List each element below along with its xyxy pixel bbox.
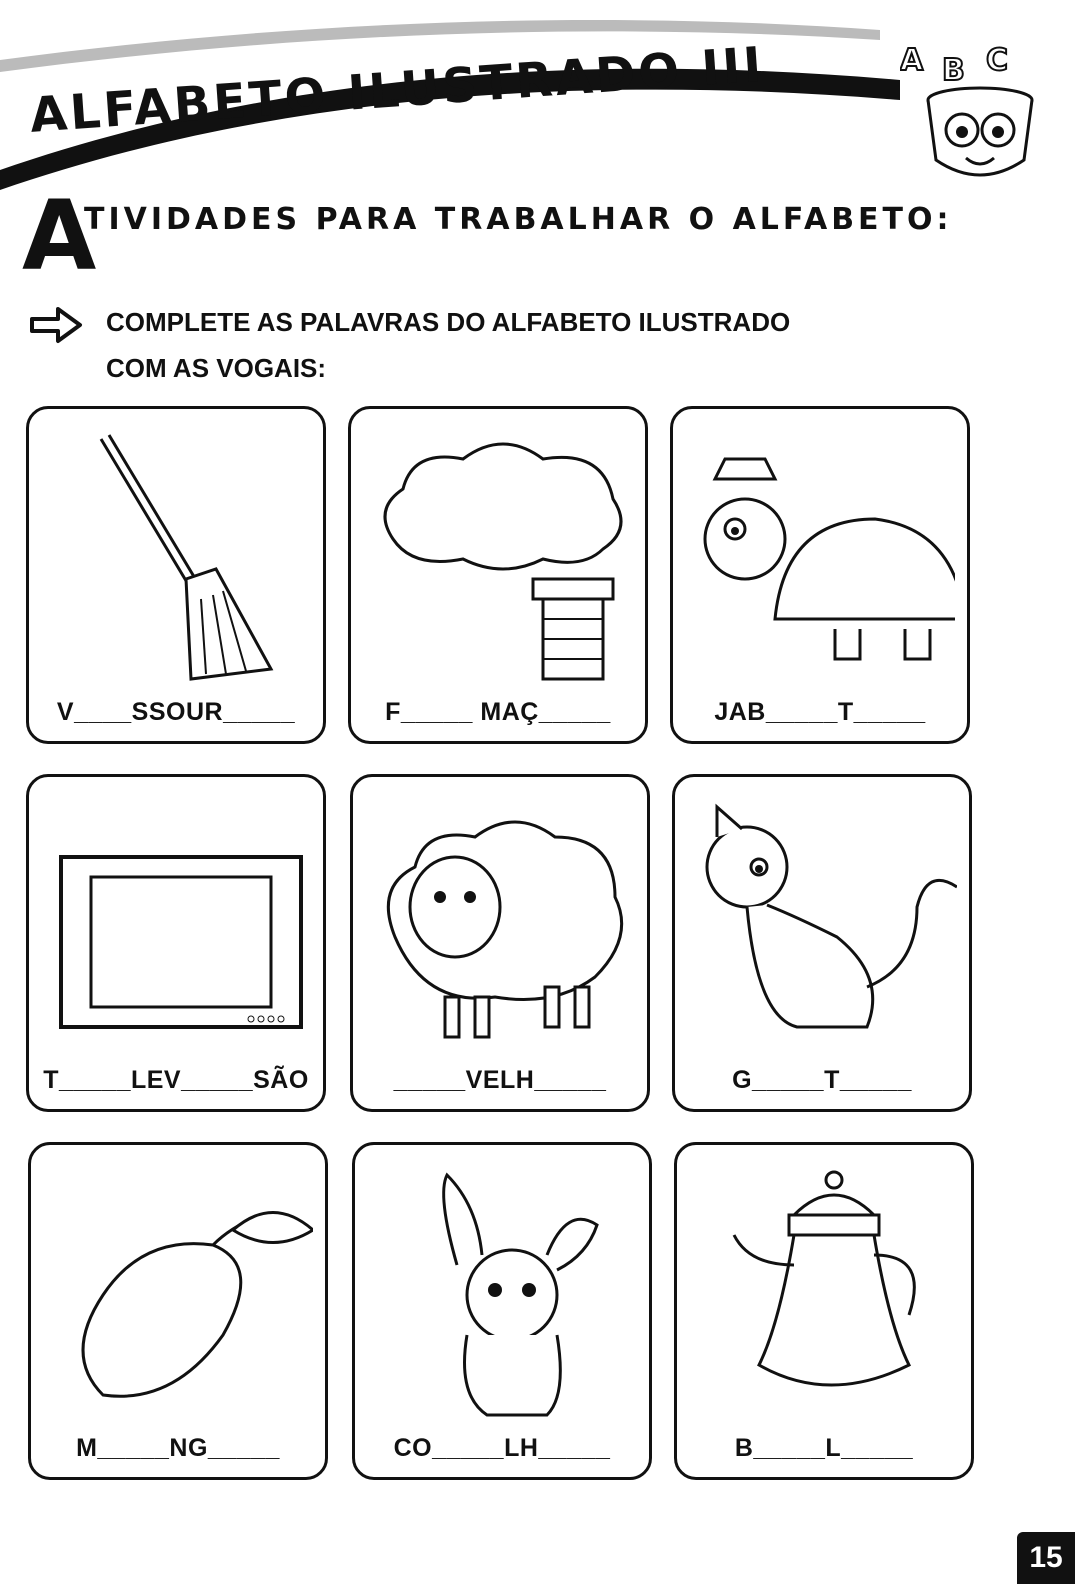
tv-icon xyxy=(41,787,311,1057)
svg-text:C: C xyxy=(986,43,1009,78)
card-turtle xyxy=(670,406,970,744)
big-letter: A xyxy=(22,180,97,292)
word-blank: _____VELH_____ xyxy=(393,1066,607,1094)
page-title: ALFABETO ILUSTRADO III xyxy=(28,36,766,144)
word-blank: V____SSOUR_____ xyxy=(56,698,296,726)
card-sheep xyxy=(350,774,650,1112)
rabbit-icon xyxy=(367,1155,637,1425)
word-blank: M_____NG_____ xyxy=(76,1434,280,1462)
turtle-icon xyxy=(685,419,955,689)
card-rabbit xyxy=(352,1142,652,1480)
sheep-icon xyxy=(365,787,635,1057)
word-blank: G_____T_____ xyxy=(732,1066,912,1094)
card-broom xyxy=(26,406,326,744)
instruction-line-2: COM AS VOGAIS: xyxy=(106,353,327,383)
page-number: 15 xyxy=(1017,1532,1075,1584)
svg-text:A: A xyxy=(900,43,924,78)
word-blank: CO_____LH_____ xyxy=(393,1434,611,1462)
word-blank: B_____L_____ xyxy=(734,1434,914,1462)
card-mango xyxy=(28,1142,328,1480)
word-blank: F_____ MAÇ_____ xyxy=(385,698,611,726)
cloud-chimney-icon xyxy=(363,419,633,689)
broom-icon xyxy=(41,419,311,689)
card-teapot xyxy=(674,1142,974,1480)
card-tv xyxy=(26,774,326,1112)
card-cloud-chimney xyxy=(348,406,648,744)
card-cat xyxy=(672,774,972,1112)
mascot-icon xyxy=(900,40,1050,190)
subtitle: TIVIDADES PARA TRABALHAR O ALFABETO: xyxy=(84,202,953,237)
cat-icon xyxy=(687,787,957,1057)
svg-text:B: B xyxy=(942,53,965,88)
arrow-right-icon xyxy=(28,305,84,345)
instruction-line-1: COMPLETE AS PALAVRAS DO ALFABETO ILUSTRADO xyxy=(106,307,791,337)
word-blank: JAB_____T_____ xyxy=(714,698,926,726)
teapot-icon xyxy=(689,1155,959,1425)
mango-icon xyxy=(43,1155,313,1425)
word-blank: T_____LEV_____SÃO xyxy=(43,1066,309,1094)
